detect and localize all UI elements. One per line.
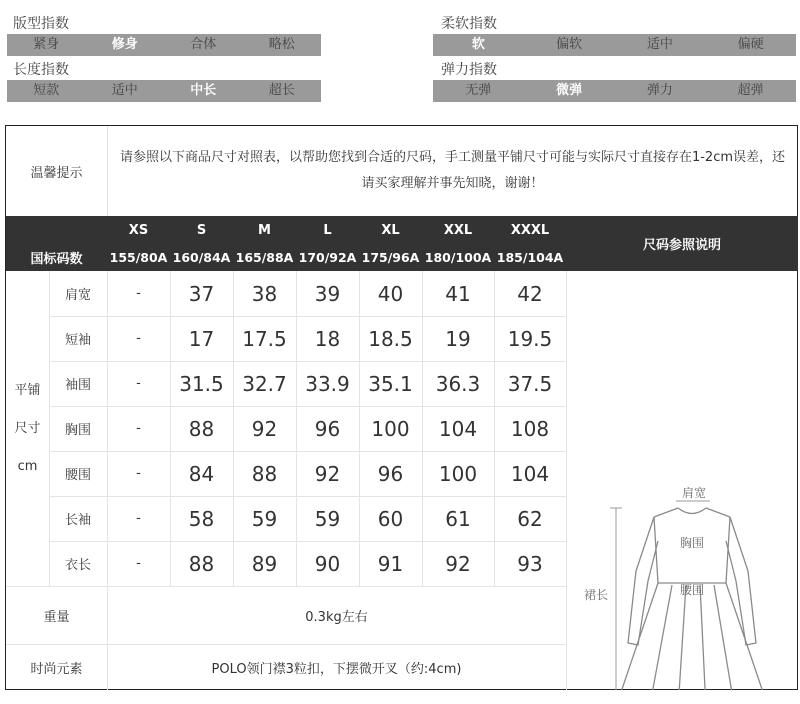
measure-value: 40 [377,281,404,306]
measure-value: 100 [438,461,478,486]
soft-index-option: 软 [471,37,485,52]
style-index-option: 合体 [190,37,217,52]
national-label: 国标码数 [6,244,107,271]
size-header-cell: XXXL [494,216,566,244]
elastic-index-option: 超弹 [737,83,764,98]
measure-value: 59 [251,506,278,531]
measure-value: - [136,556,141,571]
measure-value: 35.1 [368,371,413,396]
national-size-cell: 180/100A [422,244,494,271]
grid-line [566,271,567,690]
measure-value: 33.9 [305,371,350,396]
grid-line [49,316,566,317]
grid-line [359,271,360,586]
measure-value: 92 [251,416,278,441]
dress-diagram [566,271,798,690]
soft-index-title: 柔软指数 [441,16,497,32]
fashion-value: POLO领门襟3粒扣，下摆微开叉（约:4cm) [211,661,462,677]
skirt-pleats [650,585,734,690]
measure-value: 93 [517,551,543,576]
grid-line [233,271,234,586]
length-index-title: 长度指数 [13,62,69,78]
size-header-cell: L [296,216,359,244]
measure-name: 衣长 [64,558,91,573]
length-index-bar [7,80,321,102]
measure-value: 19.5 [507,326,553,351]
length-index-option: 中长 [190,83,217,98]
size-header-cell: XL [359,216,422,244]
grid-line [49,361,566,362]
measure-value: 42 [517,281,543,306]
national-size-cell: 170/92A [296,244,359,271]
measure-value: 60 [377,506,404,531]
national-size-cell: 185/104A [494,244,566,271]
elastic-index-bar [433,80,796,102]
measure-value: 90 [314,551,341,576]
measure-value: 18.5 [368,326,413,351]
length-index-option: 适中 [111,83,138,98]
measure-value: 41 [445,281,471,306]
measure-name: 袖围 [64,378,91,393]
group-label-line-3: cm [17,458,38,474]
soft-index-option: 偏软 [556,37,583,52]
measure-value: - [136,376,141,391]
style-index-option: 紧身 [33,37,60,52]
skirt-outline [618,583,766,690]
measure-value: - [136,421,141,436]
measure-value: 88 [251,461,278,486]
bodice-outline [654,517,730,583]
measure-value: 62 [517,506,543,531]
flat-size-group-label [6,271,49,586]
measure-value: 91 [377,551,404,576]
measure-value: - [136,286,141,301]
measure-value: 58 [188,506,215,531]
measure-name: 长袖 [64,513,91,528]
measure-value: 17 [188,326,215,351]
measure-value: 84 [188,461,215,486]
measure-value: 100 [371,416,410,441]
shoulder-line [654,508,730,517]
waist-label: 腰围 [679,583,705,597]
measure-value: 39 [314,281,341,306]
measure-value: 96 [314,416,341,441]
measure-value: 61 [445,506,471,531]
measure-value: 108 [510,416,550,441]
grid-line [6,586,566,587]
measure-name: 腰围 [64,468,91,483]
elastic-index-option: 微弹 [556,83,583,98]
measure-value: 37 [188,281,215,306]
grid-line [49,406,566,407]
measure-value: 32.7 [242,371,287,396]
measure-value: 37.5 [507,371,553,396]
measure-name: 短袖 [64,333,91,348]
grid-line [49,541,566,542]
reference-title: 尺码参照说明 [566,216,798,271]
group-label-line-2: 尺寸 [14,420,41,436]
tip-label: 温馨提示 [30,165,83,181]
weight-value: 0.3kg左右 [305,609,368,625]
measure-value: 17.5 [242,326,287,351]
shoulder-label: 肩宽 [681,486,707,500]
measure-value: 59 [314,506,341,531]
measure-value: 92 [314,461,341,486]
grid-line [107,271,108,690]
soft-index-bar [433,34,796,56]
grid-line [49,271,50,586]
soft-index-option: 适中 [646,37,673,52]
grid-line [107,126,108,216]
tip-text: 请参照以下商品尺寸对照表，以帮助您找到合适的尺码，手工测量平铺尺寸可能与实际尺寸直接存在1-2cm误差，还请买家理解并事先知晓，谢谢！ [119,150,786,191]
style-index-option: 略松 [268,37,295,52]
measure-value: 96 [377,461,404,486]
chest-label: 胸围 [679,536,705,550]
national-size-cell: 160/84A [170,244,233,271]
elastic-index-option: 弹力 [646,83,673,98]
length-label: 裙长 [583,588,609,602]
measure-name: 胸围 [64,423,91,438]
measure-name: 肩宽 [64,288,91,303]
measure-value: 88 [188,416,215,441]
fashion-label: 时尚元素 [30,661,83,677]
soft-index-option: 偏硬 [737,37,764,52]
national-size-cell: 165/88A [233,244,296,271]
measure-value: 36.3 [435,371,481,396]
style-index-title: 版型指数 [13,16,69,32]
measure-value: 89 [251,551,278,576]
elastic-index-title: 弹力指数 [441,62,497,78]
grid-line [6,644,566,645]
group-label-line-1: 平铺 [14,382,41,398]
measure-value: 31.5 [179,371,224,396]
length-index-option: 超长 [268,83,295,98]
neckline-shape [678,508,706,514]
measure-value: 104 [510,461,550,486]
measure-value: - [136,511,141,526]
grid-line [422,271,423,586]
measure-value: 104 [438,416,478,441]
national-size-cell: 155/80A [107,244,170,271]
grid-line [494,271,495,586]
measure-value: 88 [188,551,215,576]
elastic-index-option: 无弹 [465,83,492,98]
grid-line [170,271,171,586]
measure-value: 92 [445,551,471,576]
size-header-cell: XS [107,216,170,244]
size-header-cell: S [170,216,233,244]
size-table [5,125,798,690]
measure-value: 19 [445,326,471,351]
measure-value: - [136,466,141,481]
grid-line [296,271,297,586]
style-index-bar [7,34,321,56]
style-index-option: 修身 [111,37,138,52]
measure-value: 18 [314,326,341,351]
measure-value: 38 [251,281,278,306]
grid-line [49,496,566,497]
size-header-cell: M [233,216,296,244]
measure-value: - [136,331,141,346]
national-size-cell: 175/96A [359,244,422,271]
length-index-option: 短款 [33,83,60,98]
weight-label: 重量 [43,609,70,625]
grid-line [49,451,566,452]
size-header-cell: XXL [422,216,494,244]
